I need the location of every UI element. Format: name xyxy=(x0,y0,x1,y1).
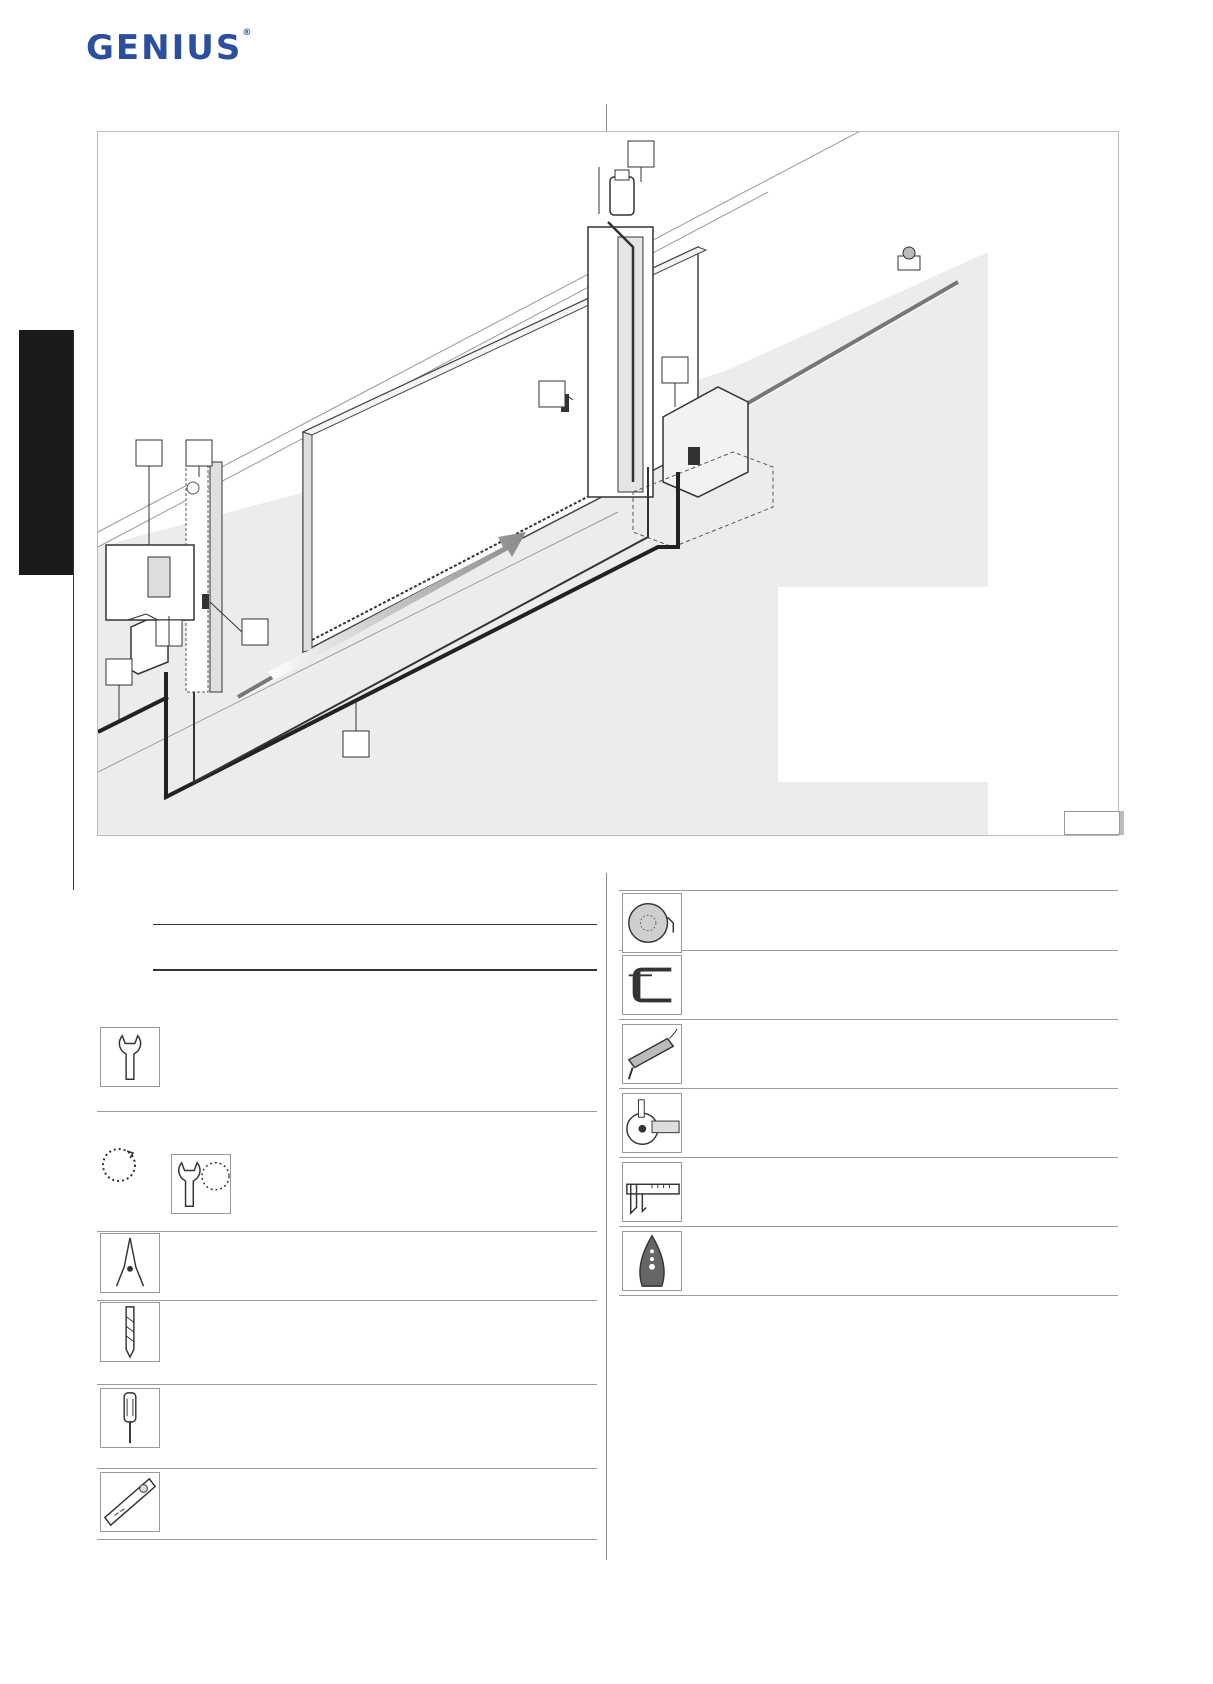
tool-row-rule xyxy=(619,1226,1118,1227)
top-center-divider xyxy=(606,104,607,132)
open-wrench-icon xyxy=(100,1027,160,1087)
pliers-icon xyxy=(100,1233,160,1293)
tool-row-rule xyxy=(619,1295,1118,1296)
inset-blank-panel xyxy=(778,587,988,782)
tool-row-rule xyxy=(619,1019,1118,1020)
tool-row-rule xyxy=(97,1111,597,1112)
tool-row-rule xyxy=(97,1468,597,1469)
clamp-icon xyxy=(622,955,682,1015)
screwdriver-icon xyxy=(100,1388,160,1448)
rotation-arrow-icon xyxy=(97,1143,141,1187)
tape-measure-icon xyxy=(622,893,682,953)
tool-row-rule xyxy=(97,1300,597,1301)
column-divider xyxy=(606,873,607,1560)
photocell-left xyxy=(202,594,209,609)
heading-rule-2 xyxy=(153,969,597,971)
brand-logo: GENIUS® xyxy=(86,28,254,68)
wire-stripper-icon xyxy=(622,1231,682,1291)
tool-row-rule xyxy=(97,1231,597,1232)
figure-number-tag xyxy=(1064,811,1120,835)
left-margin-rule xyxy=(73,330,74,890)
drill-bit-icon xyxy=(100,1302,160,1362)
chapter-tab xyxy=(19,330,74,575)
flashing-lamp xyxy=(610,177,634,215)
tool-row-rule xyxy=(97,1384,597,1385)
installation-diagram xyxy=(97,131,1119,836)
welder-icon xyxy=(622,1024,682,1084)
spirit-level-icon xyxy=(100,1472,160,1532)
tool-row-rule xyxy=(619,890,1118,891)
tool-row-rule xyxy=(97,1539,597,1540)
tool-row-rule xyxy=(619,1088,1118,1089)
tool-row-rule xyxy=(619,950,1118,951)
torque-wrench-icon xyxy=(171,1154,231,1214)
tool-row-rule xyxy=(619,1157,1118,1158)
angle-grinder-icon xyxy=(622,1093,682,1153)
caliper-icon xyxy=(622,1162,682,1222)
heading-rule-1 xyxy=(153,924,597,925)
